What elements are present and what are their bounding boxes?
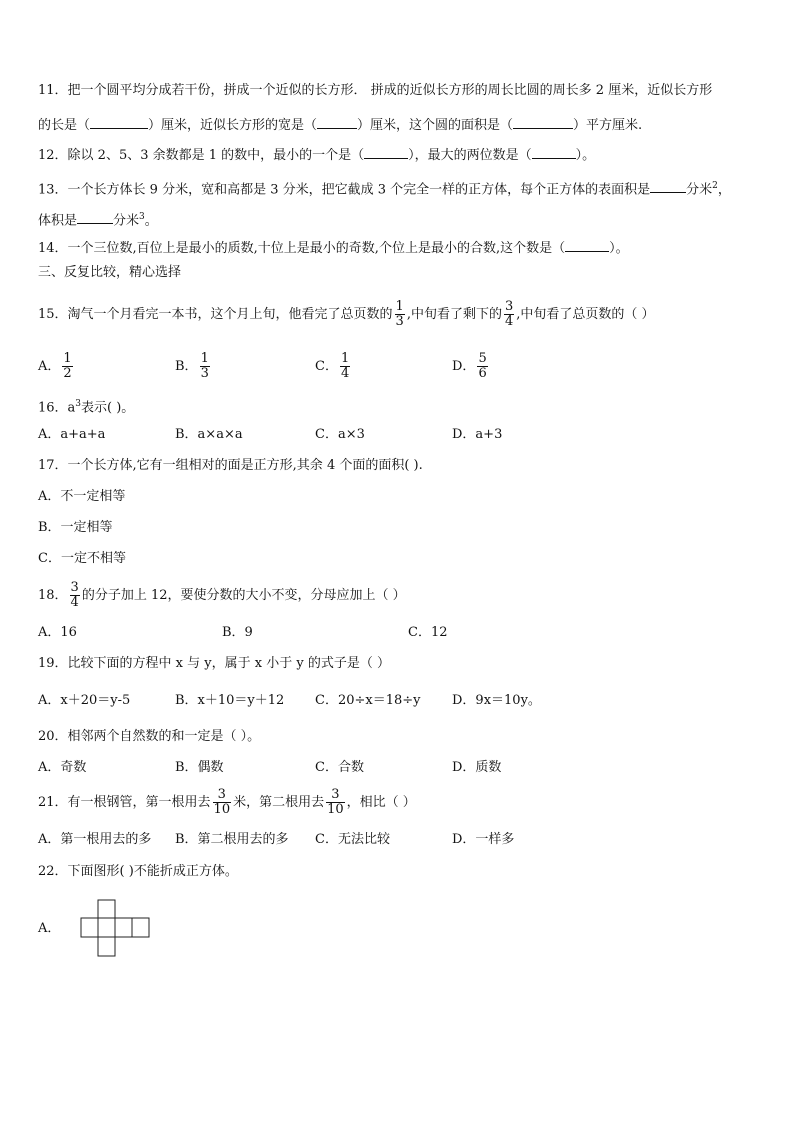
option-c[interactable]: C．一定不相等	[38, 551, 126, 566]
option-a[interactable]: A． $\frac{1}{2}$	[38, 351, 72, 381]
option-b[interactable]: B．偶数	[175, 760, 224, 775]
option-d[interactable]: D．a+3	[452, 427, 503, 442]
q20-stem: 20．相邻两个自然数的和一定是（ ）。	[38, 729, 261, 744]
q12-line: 12．除以 2、5、3 余数都是 1 的数中，最小的一个是（ ），最大的两位数是（ ）。	[38, 148, 596, 163]
q16-stem: 16．$a^3$表示( )。	[38, 399, 135, 416]
answer-blank[interactable]	[532, 146, 576, 159]
option-d[interactable]: D．9x＝10y。	[452, 693, 541, 708]
q13-line2: 体积是 分米$^3$。	[38, 212, 158, 229]
q13-line1: 13．一个长方体长 9 分米，宽和高都是 3 分米，把它截成 3 个完全一样的正方体，每个正方体的表面积是 分米$^2$，	[38, 181, 731, 198]
option-b[interactable]: B．x＋10＝y＋12	[175, 693, 285, 708]
answer-blank[interactable]	[650, 180, 686, 193]
section-heading: 三、反复比较，精心选择	[38, 265, 182, 280]
option-c[interactable]: C．合数	[315, 760, 364, 775]
option-c[interactable]: C． $\frac{1}{4}$	[315, 351, 350, 381]
option-a[interactable]: A．a+a+a	[38, 427, 106, 442]
option-a[interactable]: A．x＋20＝y-5	[38, 693, 131, 708]
option-a[interactable]: A．奇数	[38, 760, 87, 775]
q22-stem: 22．下面图形( )不能折成正方体。	[38, 864, 238, 879]
fraction: $\frac{3}{10}$	[327, 787, 344, 817]
option-a[interactable]: A．	[38, 921, 61, 936]
option-c[interactable]: C．无法比较	[315, 832, 390, 847]
option-d[interactable]: D．一样多	[452, 832, 515, 847]
option-b[interactable]: B． $\frac{1}{3}$	[175, 351, 209, 381]
q19-stem: 19．比较下面的方程中 x 与 y，属于 x 小于 y 的式子是（ ）	[38, 656, 390, 671]
option-b[interactable]: B．9	[222, 625, 253, 640]
fraction: $\frac{3}{4}$	[504, 299, 514, 329]
q18-stem: 18． $\frac{3}{4}$ 的分子加上 12，要使分数的大小不变，分母应加上（ ）	[38, 580, 406, 610]
option-b[interactable]: B．一定相等	[38, 520, 113, 535]
answer-blank[interactable]	[90, 116, 148, 129]
q17-stem: 17．一个长方体,它有一组相对的面是正方形,其余 4 个面的面积( ).	[38, 458, 423, 473]
answer-blank[interactable]	[317, 116, 357, 129]
q15-stem: 15．淘气一个月看完一本书，这个月上旬，他看完了总页数的 $\frac{1}{3}$ ,中旬看了剩下的 $\frac{3}{4}$ ,中旬看了总页数的（ ）	[38, 299, 655, 329]
answer-blank[interactable]	[364, 146, 408, 159]
q11-line2: 的长是（ ）厘米，近似长方形的宽是（ ）厘米，这个圆的面积是（ ）平方厘米.	[38, 118, 643, 133]
cube-net-figure	[80, 899, 152, 959]
fraction: $\frac{1}{3}$	[395, 299, 404, 329]
fraction: $\frac{3}{10}$	[213, 787, 231, 817]
option-c[interactable]: C．12	[408, 625, 448, 640]
option-c[interactable]: C．a×3	[315, 427, 365, 442]
option-a[interactable]: A．第一根用去的多	[38, 832, 152, 847]
option-d[interactable]: D． $\frac{5}{6}$	[452, 351, 487, 381]
answer-blank[interactable]	[513, 116, 573, 129]
option-a[interactable]: A．16	[38, 625, 77, 640]
q11-line1: 11．把一个圆平均分成若干份，拼成一个近似的长方形． 拼成的近似长方形的周长比圆的周长多 2 厘米，近似长方形	[38, 83, 713, 98]
q21-stem: 21．有一根钢管，第一根用去 $\frac{3}{10}$ 米，第二根用去 $\frac{3}{10}$ ，相比（ ）	[38, 787, 416, 817]
option-d[interactable]: D．质数	[452, 760, 502, 775]
option-a[interactable]: A．不一定相等	[38, 489, 126, 504]
option-c[interactable]: C．20÷x＝18÷y	[315, 693, 421, 708]
option-b[interactable]: B．a×a×a	[175, 427, 243, 442]
fraction: $\frac{3}{4}$	[70, 580, 79, 610]
q14-line: 14．一个三位数,百位上是最小的质数,十位上是最小的奇数,个位上是最小的合数,这个数是（ ）。	[38, 241, 629, 256]
option-b[interactable]: B．第二根用去的多	[175, 832, 289, 847]
answer-blank[interactable]	[565, 239, 609, 252]
answer-blank[interactable]	[77, 211, 113, 224]
